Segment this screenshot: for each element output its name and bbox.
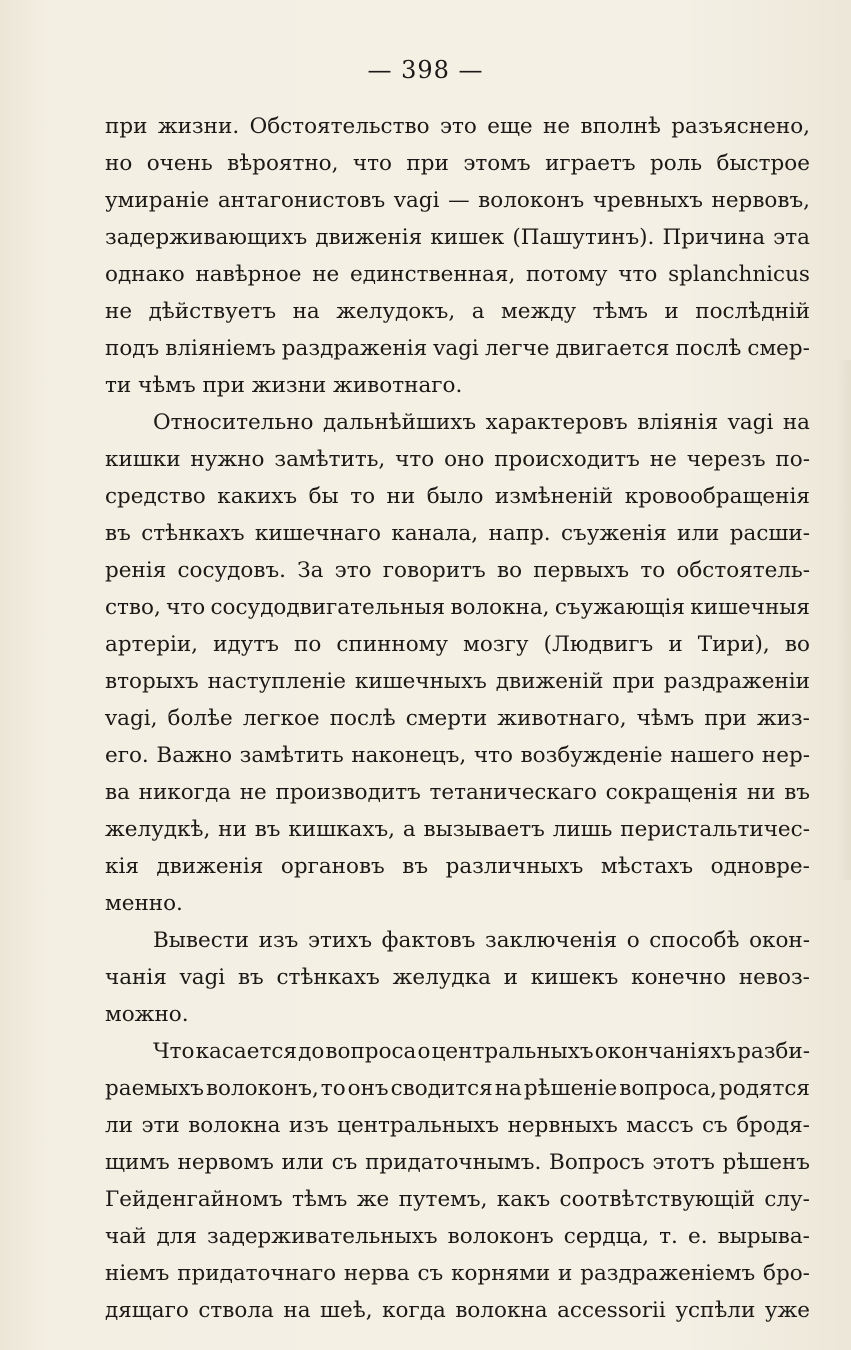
word: подъ [105,336,160,361]
word: возбужденіе [520,743,663,768]
word: кишекъ [530,965,619,990]
word: одновре- [710,854,810,879]
word: не [543,114,571,139]
word: мозгу [463,632,529,657]
word: сокращенія [605,780,739,805]
word: черезъ [686,447,766,472]
word: потому [526,262,608,287]
word: тетаническаго [429,780,597,805]
word: въ [105,521,131,546]
word: бро- [763,1261,810,1286]
word: болѣе [167,706,233,731]
word: что [166,595,206,620]
word: вліянія [637,410,719,435]
word: при [105,114,148,139]
word: животнаго, [497,706,627,731]
word: желудкѣ, [105,817,211,842]
word: ни [386,484,416,509]
word: конечно [631,965,727,990]
word: ство, [105,595,161,620]
word: vagi [727,410,774,435]
word: о [417,1039,431,1064]
word: путемъ, [398,1187,488,1212]
word: Вопросъ [549,1150,645,1175]
word: движеній [495,669,604,694]
word: съуженія [560,521,667,546]
word: шеѣ, [320,1298,373,1323]
word: задерживающихъ [105,225,308,250]
text-line [105,1292,810,1329]
word: волокна, [450,595,550,620]
word: ва [105,780,130,805]
word: центральныхъ [337,1113,500,1138]
word: нервовъ, [711,188,810,213]
word: Обстоятельство [249,114,430,139]
text-line [105,182,810,219]
word: Что [153,1039,195,1064]
text-line [105,663,810,700]
word: между [501,299,577,324]
word: умираніе [105,188,210,213]
word: что [395,447,435,472]
word: идутъ [213,632,279,657]
word: въ [237,965,264,990]
word: какихъ [217,484,298,509]
word: нужно [190,447,265,472]
word: Вывести [153,928,250,953]
word: (Людвигъ [543,632,654,657]
word: соотвѣтствующій [559,1187,755,1212]
word: на [494,1076,522,1101]
text-line [105,1070,810,1107]
word: послѣ [329,706,396,731]
word: это [439,114,477,139]
text-line [105,552,810,589]
word: — [448,188,470,213]
word: канала, [391,521,479,546]
word: движенія [156,854,264,879]
word: кишечныхъ [354,669,487,694]
word: придаточнымъ. [365,1150,542,1175]
word: наконецъ, [351,743,467,768]
text-line [105,774,810,811]
word: же [356,1187,390,1212]
word: ни [746,780,776,805]
word: придаточнаго [177,1261,337,1286]
word: спинному [336,632,449,657]
word: для [156,1224,197,1249]
word: не [105,299,133,324]
word: не [239,780,267,805]
text-line [105,108,810,145]
word: эта [773,225,810,250]
word: сосудовъ. [177,558,286,583]
word: и [664,299,679,324]
word: задерживательныхъ [207,1224,438,1249]
word: бродя- [736,1113,810,1138]
word: въ [402,854,429,879]
word: центральныхъ [431,1039,594,1064]
word: раемыхъ [105,1076,204,1101]
text-line [105,145,810,182]
text-line [105,367,810,404]
word: вопроса, [619,1076,717,1101]
word: но [105,151,133,176]
word: сердца, [563,1224,650,1249]
word: За [297,558,324,583]
word: кишечныя [690,595,810,620]
text-line [105,293,810,330]
word: тѣмъ [592,299,648,324]
word: быстрое [716,151,810,176]
word: раздраженія [281,336,428,361]
text-line [105,811,810,848]
word: а [402,817,416,842]
word: жиз- [756,706,810,731]
word: замѣтить [239,743,344,768]
text-line [105,1144,810,1181]
text-line [105,848,810,885]
word: его. [105,743,149,768]
word: что [352,151,392,176]
word: массъ [626,1113,694,1138]
word: замѣтить, [274,447,386,472]
page-edge-shadow [837,360,851,880]
word: измѣненій [494,484,614,509]
word: во [496,558,523,583]
word: съужающія [554,595,685,620]
word: наступленіе [207,669,346,694]
word: этотъ [652,1150,715,1175]
word: легче [484,336,550,361]
word: вліяніемъ [165,336,276,361]
word: стѣнкахъ [141,521,245,546]
word: чанія [105,965,167,990]
text-line [105,1255,810,1292]
word: вполнѣ [580,114,661,139]
word: то [350,484,376,509]
word: нервомъ [177,1150,274,1175]
word: до [298,1039,325,1064]
word: родятся [718,1076,810,1101]
word: этомъ [463,151,531,176]
word: а [471,299,485,324]
word: роль [650,151,703,176]
word: говоритъ [382,558,486,583]
word: съ [417,1261,444,1286]
text-line [105,626,810,663]
word: кишек [430,225,505,250]
word: бы [308,484,339,509]
word: никогда [138,780,232,805]
word: вопроса [325,1039,417,1064]
text-line [105,441,810,478]
word: Причина [662,225,766,250]
word: на [283,1298,311,1323]
text-line [105,1107,810,1144]
word: нер- [761,743,810,768]
word: играетъ [545,151,636,176]
word: дящаго [105,1298,189,1323]
word: происходитъ [494,447,640,472]
word: органовъ [280,854,385,879]
word: эти [141,1113,180,1138]
word: еще [487,114,533,139]
word: то [320,1076,346,1101]
word: оно [444,447,485,472]
text-line [105,478,810,515]
word: производитъ [275,780,421,805]
word: кишки [105,447,181,472]
word: на [292,299,320,324]
word: окон- [749,928,810,953]
word: раздраженіемъ [580,1261,756,1286]
word: волоконъ [447,1224,554,1249]
line-text: можно. [105,1002,189,1027]
word: расши- [729,521,810,546]
word: желудокъ, [336,299,456,324]
page-number: — 398 — [367,56,484,84]
word: нашего [670,743,755,768]
text-line [105,256,810,293]
word: рѣшеніе [523,1076,618,1101]
body-text [105,108,810,1329]
word: Тири), [697,632,770,657]
text-line [105,700,810,737]
word: однако [105,262,185,287]
word: послѣ [675,336,742,361]
line-text: ти чѣмъ при жизни животнаго. [105,373,463,398]
word: и [503,965,518,990]
word: ли [105,1113,133,1138]
word: волоконъ [478,188,585,213]
word: или [677,521,720,546]
text-line [105,1218,810,1255]
word: волокна [455,1298,548,1323]
word: е. [687,1224,708,1249]
word: напр. [488,521,551,546]
word: изъ [288,1113,329,1138]
word: это [334,558,372,583]
word: accessorii [557,1298,666,1323]
word: сосудодвигательныя [210,595,446,620]
word: щимъ [105,1150,170,1175]
word: splanchnicus [668,262,810,287]
word: vagi, [105,706,158,731]
word: уже [764,1298,810,1323]
word: при [612,669,655,694]
word: какъ [496,1187,551,1212]
word: слу- [764,1187,810,1212]
word: нерва [343,1261,410,1286]
word: кишечнаго [254,521,381,546]
word: навѣрное [195,262,302,287]
text-line [105,922,810,959]
word: т. [659,1224,678,1249]
word: вѣроятно, [227,151,339,176]
word: невоз- [738,965,810,990]
word: стѣнкахъ [276,965,380,990]
word: обстоятель- [676,558,810,583]
word: при [406,151,449,176]
text-line [105,737,810,774]
word: ніемъ [105,1261,170,1286]
text-line [105,1181,810,1218]
word: ни [218,817,247,842]
word: не [312,262,340,287]
word: разъяснено, [671,114,810,139]
word: или [281,1150,324,1175]
word: касается [195,1039,297,1064]
word: лишь [552,817,613,842]
word: жизни. [157,114,240,139]
word: вторыхъ [105,669,199,694]
word: фактовъ [381,928,476,953]
word: раздраженіи [663,669,810,694]
word: вырыва- [717,1224,810,1249]
word: что [473,743,513,768]
text-line [105,996,810,1033]
word: Гейденгайномъ [105,1187,283,1212]
word: этихъ [307,928,373,953]
word: артеріи, [105,632,199,657]
word: тѣмъ [292,1187,348,1212]
word: онъ [347,1076,389,1101]
word: изъ [258,928,299,953]
text-line [105,959,810,996]
word: первыхъ [533,558,630,583]
text-line [105,404,810,441]
text-line [105,515,810,552]
line-text: менно. [105,891,183,916]
word: не [649,447,677,472]
word: Относительно [153,410,314,435]
text-line [105,1033,810,1070]
word: въ [254,817,281,842]
word: Важно [156,743,233,768]
word: vagi [433,336,479,361]
word: антагонистовъ [217,188,386,213]
word: волокна [188,1113,281,1138]
word: корнями [451,1261,551,1286]
word: сводится [390,1076,493,1101]
word: рѣшенъ [722,1150,810,1175]
word: то [640,558,666,583]
text-line [105,589,810,626]
word: смер- [747,336,810,361]
word: по- [775,447,810,472]
word: способѣ [649,928,740,953]
word: заключенія [485,928,618,953]
word: единственная, [350,262,516,287]
word: успѣли [675,1298,756,1323]
word: различныхъ [445,854,584,879]
text-line [105,219,810,256]
word: движенія [315,225,423,250]
word: въ [784,780,810,805]
word: мѣстахъ [600,854,694,879]
word: кишкахъ, [288,817,395,842]
word: съ [331,1150,358,1175]
word: vagi [393,188,440,213]
word: нервныхъ [507,1113,618,1138]
word: чревныхъ [592,188,703,213]
word: средство [105,484,206,509]
word: желудка [392,965,491,990]
word: легкое [242,706,320,731]
word: дѣйствуетъ [148,299,277,324]
word: было [426,484,484,509]
word: кровообращенія [624,484,810,509]
word: когда [382,1298,446,1323]
word: окончаніяхъ [594,1039,736,1064]
word: на [782,410,810,435]
word: характеровъ [485,410,628,435]
word: (Пашутинъ). [512,225,655,250]
word: что [618,262,658,287]
word: смерти [405,706,488,731]
word: послѣдній [695,299,810,324]
word: и [668,632,683,657]
word: съ [702,1113,728,1138]
word: разби- [737,1039,810,1064]
word: чай [105,1224,147,1249]
word: vagi [179,965,226,990]
text-line [105,885,810,922]
word: кія [105,854,139,879]
word: вызываетъ [423,817,545,842]
word: и [558,1261,573,1286]
word: дальнѣйшихъ [322,410,477,435]
word: о [626,928,640,953]
word: чѣмъ [636,706,695,731]
word: при [704,706,747,731]
word: двигается [555,336,670,361]
word: по [294,632,322,657]
word: ствола [198,1298,274,1323]
word: очень [146,151,213,176]
word: перистальтичес- [620,817,810,842]
word: волоконъ, [205,1076,319,1101]
word: во [784,632,810,657]
text-line [105,330,810,367]
word: ренія [105,558,167,583]
